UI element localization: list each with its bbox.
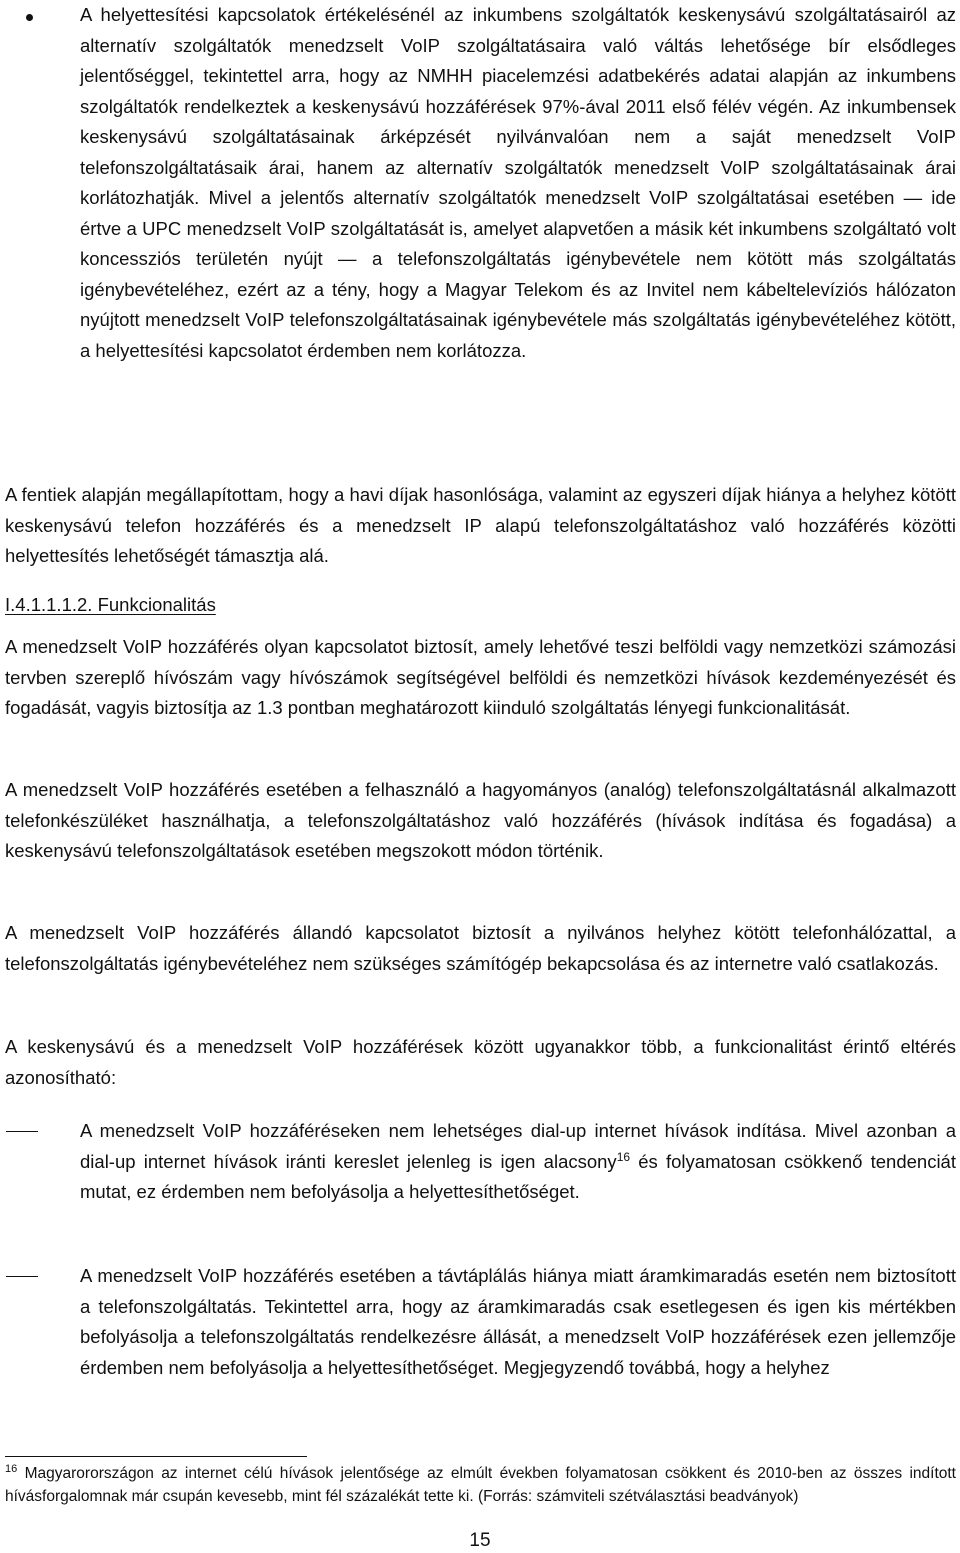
bullet-item (80, 0, 956, 366)
page-number: 15 (469, 1530, 491, 1551)
bullet-icon (26, 14, 33, 21)
bullet-paragraph: A helyettesítési kapcsolatok értékelésénél az inkumbens szolgáltatók keskenysávú szolgáltatásairól az alternatív szolgáltatók menedzselt VoIP szolgáltatásaira való váltás lehetősége bír elsődleges jelentőséggel, tekintettel arra, hogy az NMHH piacelemzési adatbekérés adatai alapján az inkumbens szolgáltatók rendelkeztek a keskenysávú hozzáférések 97%-ával 2011 első félév végén. Az inkumbensek keskenysávú szolgáltatásainak árképzését nyilvánvalóan nem a saját menedzselt VoIP telefonszolgáltatásaik árai, hanem az alternatív szolgáltatók menedzselt VoIP szolgáltatásainak árai korlátozhatják. Mivel a jelentős alternatív szolgáltatók menedzselt VoIP szolgáltatásai esetében — ide értve a UPC menedzselt VoIP szolgáltatását is, amelyet alapvetően a másik két inkumbens szolgáltató volt koncessziós területén nyújt — a telefonszolgáltatás igénybevétele nem kötött más szolgáltatás igénybevételéhez, ezért az a tény, hogy a Magyar Telekom és az Invitel nem kábeltelevíziós hálózaton nyújtott menedzselt VoIP telefonszolgáltatásainak igénybevétele más szolgáltatás igénybevételéhez kötött, a helyettesítési kapcsolatot érdemben nem korlátozza. (80, 4, 956, 361)
dash-item-1-text-a: A menedzselt VoIP hozzáféréseken nem lehetséges dial-up internet hívások indítása. Mivel azonban a dial-up internet hívások iránti kereslet jelenleg is igen alacsony (80, 1120, 956, 1172)
dash-item-1-text-b: és folyamatosan csökkenő tendenciát mutat, ez érdemben nem befolyásolja a helyettesíthetőséget. (80, 1150, 956, 1202)
section-heading: I.4.1.1.1.2. Funkcionalitás (5, 594, 216, 615)
dash-marker-icon (6, 1131, 38, 1132)
paragraph-functionality-1: A menedzselt VoIP hozzáférés olyan kapcsolatot biztosít, amely lehetővé teszi belföldi vagy nemzetközi számozási tervben szereplő hívószám vagy hívószámok segítségével belföldi és nemzetközi hívások kezdeményezését és fogadását, vagyis biztosítja az 1.3 pontban meghatározott kiinduló szolgáltatás lényegi funkcionalitását. (5, 636, 956, 718)
paragraph-functionality-3: A menedzselt VoIP hozzáférés állandó kapcsolatot biztosít a nyilvános helyhez kötött telefonhálózattal, a telefonszolgáltatás igénybevételéhez nem szükséges számítógép bekapcsolása és az internetre való csatlakozás. (5, 922, 956, 974)
footnote (5, 1462, 956, 1508)
footnote-separator (5, 1456, 307, 1457)
dash-list-item-1 (80, 1116, 956, 1208)
footnote-reference: 16 (616, 1149, 631, 1164)
footnote-text: Magyarorországon az internet célú hívások jelentősége az elmúlt években folyamatosan csökkent és 2010-ben az összes indított hívásforgalomnak már csupán kevesebb, mint fél százalékát tette ki. (Forrás: számviteli szétválasztási beadványok) (5, 1465, 956, 1505)
paragraph-functionality-2: A menedzselt VoIP hozzáférés esetében a felhasználó a hagyományos (analóg) telefonszolgáltatásnál alkalmazott telefonkészüléket használhatja, a telefonszolgáltatáshoz való hozzáférés (hívások indítása és fogadása) a keskenysávú telefonszolgáltatások esetében megszokott módon történik. (5, 779, 956, 861)
paragraph-functionality-4: A keskenysávú és a menedzselt VoIP hozzáférések között ugyanakkor több, a funkcionalitást érintő eltérés azonosítható: (5, 1036, 956, 1088)
footnote-number: 16 (5, 1463, 18, 1475)
dash-marker-icon (6, 1276, 38, 1277)
dash-list-item-2: A menedzselt VoIP hozzáférés esetében a távtáplálás hiánya miatt áramkimaradás esetén nem biztosított a telefonszolgáltatás. Tekintettel arra, hogy az áramkimaradás csak esetlegesen és igen kis mértékben befolyásolja a telefonszolgáltatás rendelkezésre állását, a menedzselt VoIP hozzáférések ezen jellemzője érdemben nem befolyásolja a helyettesíthetőséget. Megjegyzendő továbbá, hogy a helyhez (80, 1265, 956, 1378)
paragraph-conclusion: A fentiek alapján megállapítottam, hogy a havi díjak hasonlósága, valamint az egyszeri díjak hiánya a helyhez kötött keskenysávú telefon hozzáférés és a menedzselt IP alapú telefonszolgáltatáshoz való hozzáférés közötti helyettesítés lehetőségét támasztja alá. (5, 484, 956, 566)
